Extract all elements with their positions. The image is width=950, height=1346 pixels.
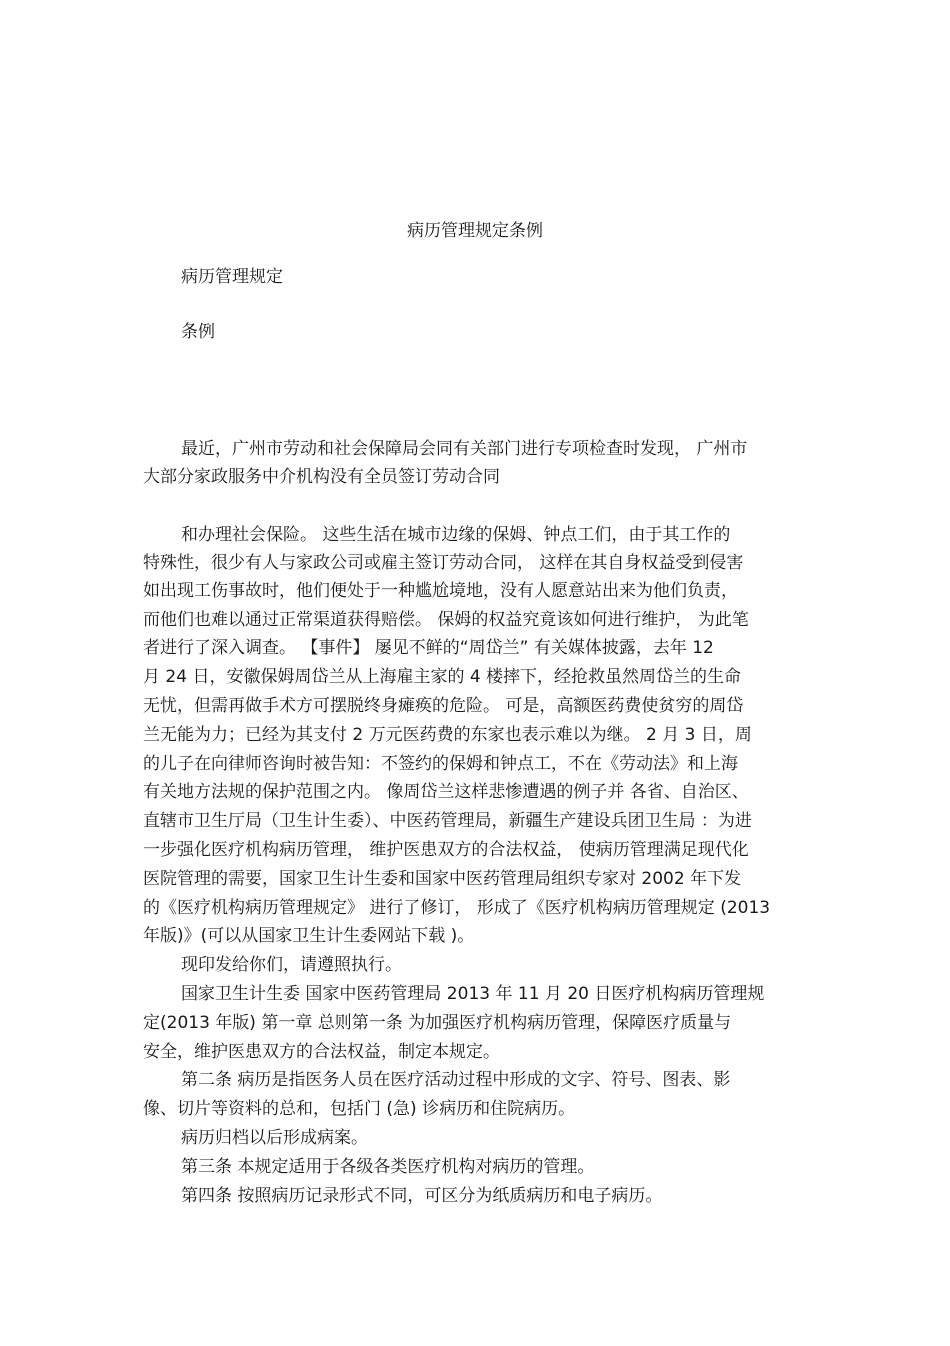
paragraph-line: 现印发给你们，请遵照执行。 — [181, 955, 402, 975]
paragraph-line: 直辖市卫生厅局（卫生计生委）、中医药管理局，新疆生产建设兵团卫生局 ：为进 — [143, 811, 752, 831]
paragraph-line: 如出现工伤事故时，他们便处于一种尴尬境地，没有人愿意站出来为他们负责， — [143, 581, 738, 601]
paragraph-line: 像、切片等资料的总和，包括门 (急) 诊病历和住院病历。 — [143, 1099, 576, 1119]
paragraph-line: 定(2013 年版) 第一章 总则第一条 为加强医疗机构病历管理，保障医疗质量与 — [143, 1013, 732, 1033]
paragraph-line: 最近，广州市劳动和社会保障局会同有关部门进行专项检查时发现， 广州市 — [181, 439, 748, 459]
paragraph-line: 大部分家政服务中介机构没有全员签订劳动合同 — [143, 467, 500, 487]
paragraph-line: 年版)》(可以从国家卫生计生委网站下载 )。 — [143, 926, 475, 946]
paragraph-line: 而他们也难以通过正常渠道获得赔偿。 保姆的权益究竟该如何进行维护， 为此笔 — [143, 610, 749, 630]
paragraph-line: 兰无能为力；已经为其支付 2 万元医药费的东家也表示难以为继。 2 月 3 日，周 — [143, 725, 752, 745]
paragraph-line: 第三条 本规定适用于各级各类医疗机构对病历的管理。 — [181, 1157, 595, 1177]
paragraph-line: 的儿子在向律师咨询时被告知：不签约的保姆和钟点工，不在《劳动法》和上海 — [143, 754, 738, 774]
document-title: 病历管理规定条例 — [407, 221, 543, 241]
paragraph-line: 的《医疗机构病历管理规定》 进行了修订， 形成了《医疗机构病历管理规定 (2013 — [143, 898, 771, 918]
paragraph-line: 一步强化医疗机构病历管理， 维护医患双方的合法权益， 使病历管理满足现代化 — [143, 840, 749, 860]
subtitle-line: 病历管理规定 — [181, 267, 283, 287]
paragraph-line: 安全，维护医患双方的合法权益，制定本规定。 — [143, 1042, 500, 1062]
paragraph-line: 有关地方法规的保护范围之内。 像周岱兰这样悲惨遭遇的例子并 各省、自治区、 — [143, 782, 749, 802]
paragraph-line: 和办理社会保险。 这些生活在城市边缘的保姆、钟点工们，由于其工作的 — [181, 525, 731, 545]
paragraph-line: 第四条 按照病历记录形式不同，可区分为纸质病历和电子病历。 — [181, 1186, 663, 1206]
paragraph-line: 者进行了深入调查。 【事件】 屡见不鲜的“周岱兰” 有关媒体披露，去年 12 — [143, 638, 714, 658]
paragraph-line: 特殊性，很少有人与家政公司或雇主签订劳动合同， 这样在其自身权益受到侵害 — [143, 553, 744, 573]
paragraph-line: 国家卫生计生委 国家中医药管理局 2013 年 11 月 20 日医疗机构病历管理规 — [181, 984, 765, 1004]
paragraph-line: 无忧，但需再做手术方可摆脱终身瘫痪的危险。 可是，高额医药费使贫穷的周岱 — [143, 696, 744, 716]
paragraph-line: 病历归档以后形成病案。 — [181, 1128, 368, 1148]
paragraph-line: 医院管理的需要，国家卫生计生委和国家中医药管理局组织专家对 2002 年下发 — [143, 869, 742, 889]
paragraph-line: 月 24 日，安徽保姆周岱兰从上海雇主家的 4 楼摔下，经抢救虽然周岱兰的生命 — [143, 667, 742, 687]
subtitle-line: 条例 — [181, 322, 215, 342]
paragraph-line: 第二条 病历是指医务人员在医疗活动过程中形成的文字、符号、图表、影 — [181, 1070, 731, 1090]
